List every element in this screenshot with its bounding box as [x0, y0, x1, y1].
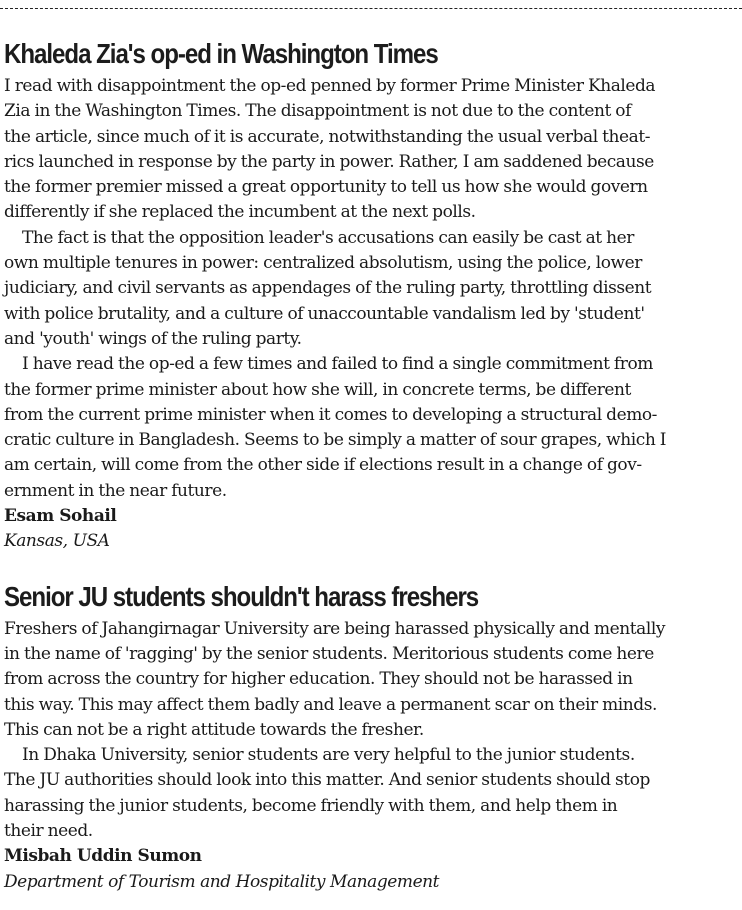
text-line: This can not be a right attitude towards the fresher. — [4, 719, 424, 740]
text-line: and 'youth' wings of the ruling party. — [4, 328, 302, 349]
letter-paragraph — [4, 226, 738, 352]
text-line: harassing the junior students, become friendly with them, and help them in — [4, 795, 618, 816]
letter-headline: Khaleda Zia's op-ed in Washington Times — [4, 38, 438, 69]
text-line: with police brutality, and a culture of unaccountable vandalism led by 'student' — [4, 303, 645, 324]
text-line: their need. — [4, 821, 93, 842]
letter-khaleda-zia — [4, 34, 738, 555]
text-line: the former prime minister about how she will, in concrete terms, be different — [4, 379, 631, 400]
text-line: In Dhaka University, senior students are very helpful to the junior students. — [22, 745, 635, 766]
text-line: Freshers of Jahangirnagar University are being harassed physically and mentally — [4, 618, 665, 639]
text-line: The JU authorities should look into this matter. And senior students should stop — [4, 770, 650, 791]
author-name: Misbah Uddin Sumon — [4, 846, 202, 867]
letter-headline: Senior JU students shouldn't harass freshers — [4, 580, 479, 612]
text-line: in the name of 'ragging' by the senior students. Meritorious students come here — [4, 643, 654, 664]
text-line: cratic culture in Bangladesh. Seems to be simply a matter of sour grapes, which I — [4, 430, 667, 451]
author-name: Esam Sohail — [4, 506, 117, 527]
letter-paragraph — [4, 743, 738, 844]
text-line: The fact is that the opposition leader's accusations can easily be cast at her — [22, 227, 634, 248]
letters-page — [4, 34, 738, 895]
section-gap — [4, 555, 738, 577]
letter-paragraph — [4, 74, 738, 226]
top-dashed-rule — [0, 8, 742, 9]
author-location: Kansas, USA — [4, 531, 110, 552]
text-line: ernment in the near future. — [4, 480, 227, 501]
text-line: from the current prime minister when it comes to developing a structural demo- — [4, 404, 657, 425]
letter-paragraph — [4, 617, 738, 743]
text-line: am certain, will come from the other side if elections result in a change of gov- — [4, 455, 642, 476]
text-line: this way. This may affect them badly and leave a permanent scar on their minds. — [4, 694, 657, 715]
text-line: I have read the op-ed a few times and failed to find a single commitment from — [22, 354, 653, 375]
author-location: Department of Tourism and Hospitality Management — [4, 871, 440, 892]
text-line: I read with disappointment the op-ed penned by former Prime Minister Khaleda — [4, 76, 656, 96]
text-line: the article, since much of it is accurate, notwithstanding the usual verbal theat- — [4, 126, 651, 147]
letter-paragraph — [4, 352, 738, 504]
letter-ju-students — [4, 577, 738, 895]
text-line: from across the country for higher education. They should not be harassed in — [4, 669, 633, 690]
text-line: own multiple tenures in power: centralized absolutism, using the police, lower — [4, 253, 642, 274]
text-line: the former premier missed a great opportunity to tell us how she would govern — [4, 177, 648, 198]
text-line: rics launched in response by the party in power. Rather, I am saddened because — [4, 151, 654, 172]
text-line: Zia in the Washington Times. The disappointment is not due to the content of — [4, 101, 631, 122]
text-line: differently if she replaced the incumbent at the next polls. — [4, 202, 476, 223]
text-line: judiciary, and civil servants as appendages of the ruling party, throttling dissent — [4, 278, 652, 299]
